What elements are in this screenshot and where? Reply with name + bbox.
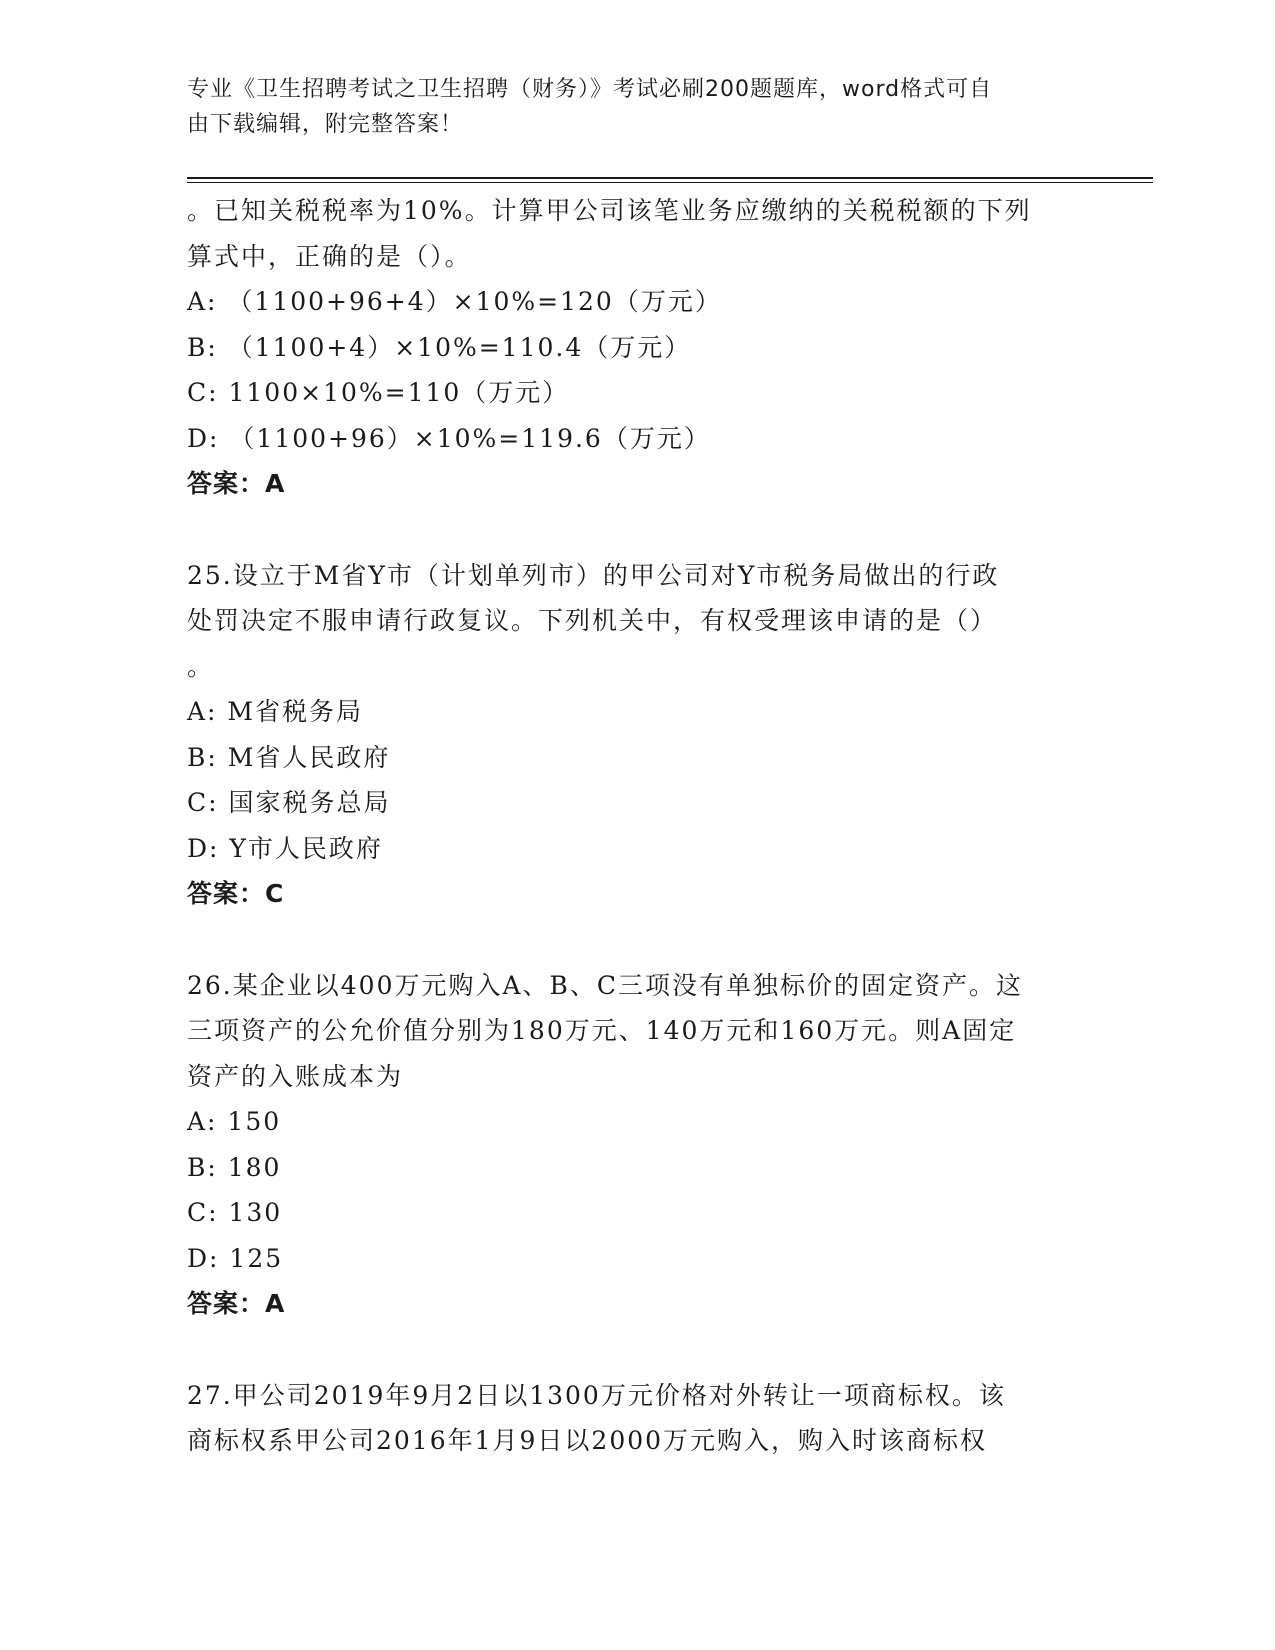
question-stem-line: 三项资产的公允价值分别为180万元、140万元和160万元。则A固定 — [187, 1016, 1017, 1045]
question-stem-line: 25.设立于M省Y市（计划单列市）的甲公司对Y市税务局做出的行政 — [187, 560, 1000, 590]
page-header — [187, 72, 1067, 142]
header-rule-thick — [187, 177, 1153, 179]
header-line-2: 由下载编辑，附完整答案！ — [187, 112, 464, 137]
answer-option: B: （1100+4）×10%=110.4（万元） — [187, 332, 692, 362]
answer-key: 答案：A — [187, 469, 286, 498]
answer-option: C: 国家税务总局 — [187, 788, 391, 817]
question-stem-line: 26.某企业以400万元购入A、B、C三项没有单独标价的固定资产。这 — [187, 970, 1024, 1000]
question-stem-line: 。 — [187, 651, 215, 681]
question-stem-line: 处罚决定不服申请行政复议。下列机关中，有权受理该申请的是（） — [187, 606, 998, 635]
answer-option: C: 1100×10%=110（万元） — [187, 378, 570, 407]
header-line-1: 专业《卫生招聘考试之卫生招聘（财务）》考试必刷200题题库，word格式可自 — [187, 77, 993, 102]
answer-option: C: 130 — [187, 1198, 283, 1227]
question-stem-line: 27.甲公司2019年9月2日以1300万元价格对外转让一项商标权。该 — [187, 1380, 1006, 1410]
answer-option: D: （1100+96）×10%=119.6（万元） — [187, 423, 711, 453]
question-block — [187, 1373, 1087, 1464]
answer-option: A: 150 — [187, 1107, 282, 1136]
question-block — [187, 553, 1087, 917]
answer-option: B: 180 — [187, 1152, 282, 1182]
answer-option: D: Y市人民政府 — [187, 833, 383, 863]
answer-key: 答案：A — [187, 1289, 286, 1318]
question-stem-line: 算式中，正确的是（）。 — [187, 241, 472, 271]
answer-option: D: 125 — [187, 1243, 284, 1273]
answer-option: A: M省税务局 — [187, 697, 364, 726]
header-rule-thin — [187, 182, 1153, 183]
answer-option: B: M省人民政府 — [187, 742, 391, 772]
answer-key: 答案：C — [187, 879, 285, 908]
question-stem-line: 商标权系甲公司2016年1月9日以2000万元购入，购入时该商标权 — [187, 1426, 988, 1455]
question-block — [187, 188, 1087, 507]
question-stem-line: 资产的入账成本为 — [187, 1061, 404, 1091]
question-stem-line: 。已知关税税率为10%。计算甲公司该笔业务应缴纳的关税税额的下列 — [187, 196, 1032, 225]
question-list — [187, 188, 1087, 1510]
answer-option: A: （1100+96+4）×10%=120（万元） — [187, 287, 722, 316]
question-block — [187, 963, 1087, 1327]
